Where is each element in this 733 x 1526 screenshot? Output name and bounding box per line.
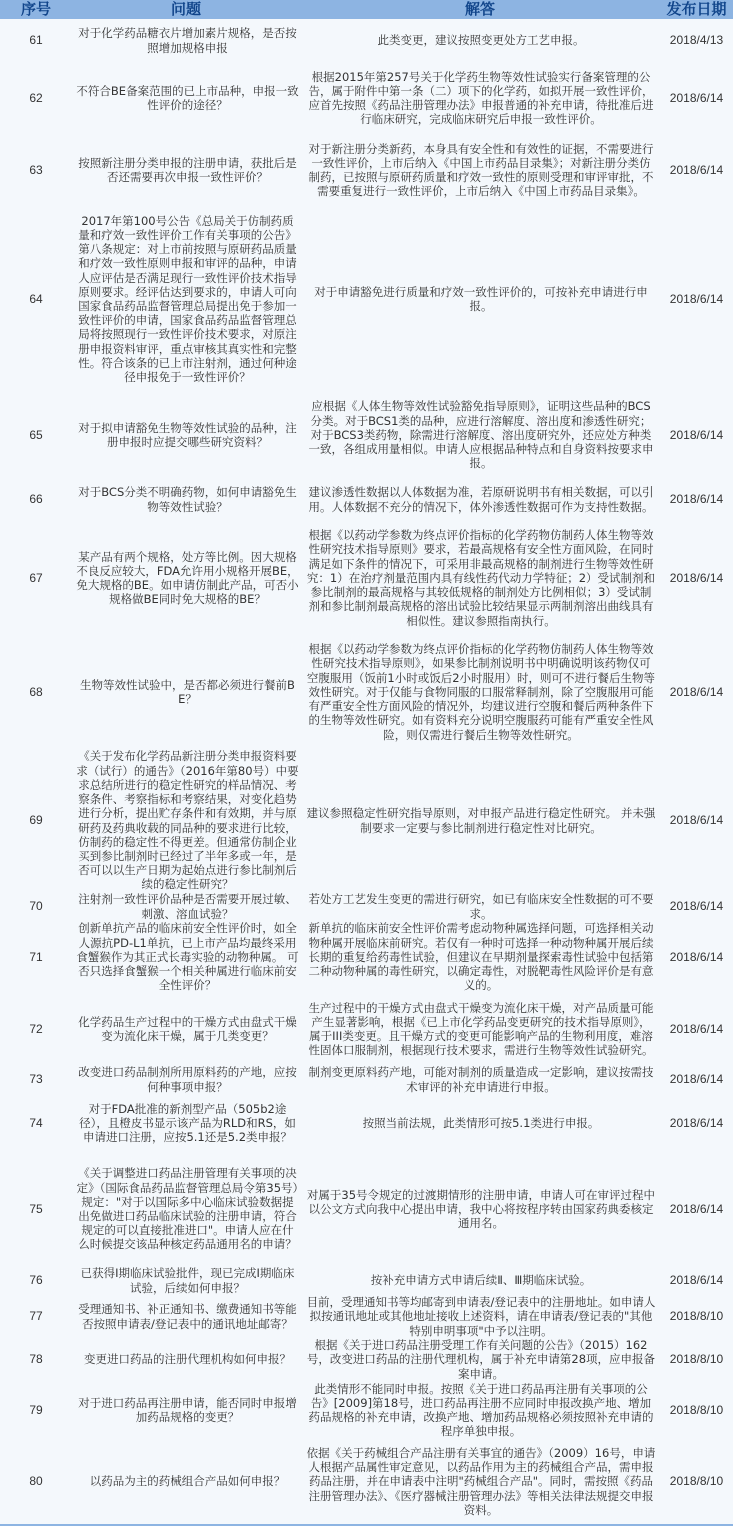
- table-row: [0, 1266, 733, 1295]
- row-question: 对于拟申请豁免生物等效性试验的品种，注册申报时应提交哪些研究资料？: [78, 420, 297, 449]
- table-row: [0, 62, 733, 134]
- table-row: [0, 19, 733, 62]
- row-answer: 新单抗的临床前安全性评价需考虑动物种属选择问题，可选择相关动物种属开展临床前研究。若仅有一种时可选择一种动物种属开展后续长期的重复给药毒性试验，但建议在早期剂量探索毒性试验中包括第二种动物种属的毒性研究，以确定毒性，对脱靶毒性风险评价是有意义的。: [308, 921, 654, 993]
- table-row: [0, 478, 733, 521]
- row-answer: 对属于35号令规定的过渡期情形的注册申请，申请人可在审评过程中以公文方式向我中心提出申请，我中心将按程序转由国家药典委核定通用名。: [306, 1187, 656, 1231]
- table-row: [0, 892, 733, 921]
- row-date: 2018/6/14: [669, 899, 724, 914]
- row-question: 对于进口药品再注册申请，能否同时申报增加药品规格的变更？: [78, 1395, 297, 1424]
- row-answer: 建议参照稳定性研究指导原则，对申报产品进行稳定性研究。 并未强制要求一定要与参比制剂进行稳定性对比研究。: [306, 806, 656, 835]
- row-date: 2018/6/14: [669, 813, 724, 828]
- row-answer: 制剂变更原料药产地，可能对制剂的质量造成一定影响，建议按需技术审评的补充申请进行申报。: [308, 1065, 654, 1094]
- table-row: [0, 521, 733, 635]
- row-date: 2018/8/10: [669, 1309, 724, 1324]
- row-date: 2018/6/14: [669, 684, 724, 699]
- table-row: [0, 1152, 733, 1266]
- row-number: 73: [29, 1072, 43, 1087]
- row-number: 74: [29, 1115, 43, 1130]
- row-date: 2018/4/13: [669, 33, 724, 48]
- row-answer: 应根据《人体生物等效性试验豁免指导原则》，证明这些品种的BCS分类。对于BCS1类的品种，应进行溶解度、溶出度和渗透性研究；对于BCS3类药物，除需进行溶解度、溶出度研究外，还应处方种类一致，各组成用量相似。申请人应根据品种特点和自身资料按要求申报。: [308, 399, 654, 471]
- row-date: 2018/6/14: [669, 1273, 724, 1288]
- row-answer: 此类情形不能同时申报。按照《关于进口药品再注册有关事项的公告》[2009]第18号，进口药品再注册不应同时申报改换产地、增加药品规格的补充申请，改换产地、增加药品规格必须按照补充申请的程序单独申报。: [308, 1381, 654, 1439]
- row-date: 2018/6/14: [669, 1021, 724, 1036]
- row-number: 69: [29, 813, 43, 828]
- row-date: 2018/8/10: [669, 1474, 724, 1489]
- row-number: 72: [29, 1021, 43, 1036]
- table-row: [0, 392, 733, 478]
- row-date: 2018/6/14: [669, 291, 724, 306]
- row-answer: 对于申请豁免进行质量和疗效一致性评价的，可按补充申请进行申报。: [314, 284, 648, 313]
- row-answer: 根据《以药动学参数为终点评价指标的化学药物仿制药人体生物等效性研究技术指导原则》，如果参比制剂说明书中明确说明该药物仅可空腹服用（饭前1小时或饭后2小时服用）时，则可不进行餐后生物等效性研究。对于仅能与食物同服的口服常释制剂，除了空腹服用可能有严重安全性方面风险的情况外，均建议进行空腹和餐后两种条件下的生物等效性研究。如有资料充分说明空腹服药可能有严重安全性风险，则仅需进行餐后生物等效性研究。: [306, 642, 656, 742]
- table-row: [0, 1295, 733, 1338]
- row-question: 生物等效性试验中，是否都必须进行餐前BE？: [80, 677, 295, 706]
- row-date: 2018/8/10: [669, 1402, 724, 1417]
- row-number: 65: [29, 427, 43, 442]
- row-date: 2018/6/14: [669, 570, 724, 585]
- row-question: 对于BCS分类不明确药物，如何申请豁免生物等效性试验？: [78, 485, 297, 514]
- row-answer: 根据2015年第257号关于化学药生物等效性试验实行备案管理的公告，属于附件中第一条（二）项下的化学药，如拟开展一致性评价，应首先按照《药品注册管理办法》申报普通的补充申请，待批准后进行临床研究，完成临床研究后申报一致性评价。: [308, 69, 654, 127]
- row-question: 《关于发布化学药品新注册分类申报资料要求（试行）的通告》（2016年第80号）中要求总结所进行的稳定性研究的样品情况、考察条件、考察指标和考察结果，对变化趋势进行分析，提出贮存条件和有效期，并与原研药及药典收载的同品种的要求进行比较，仿制药的稳定性不得更差。但通常仿制企业买到参比制剂时已经过了半年多或一年，是否可以以生产日期为起始点进行参比制剂后续的稳定性研究？: [76, 749, 299, 892]
- row-number: 67: [29, 570, 43, 585]
- row-question: 某产品有两个规格，处方等比例。因大规格不良反应较大，FDA允许用小规格开展BE，免大规格的BE。如申请仿制此产品，可否小规格做BE同时免大规格的BE？: [76, 549, 299, 607]
- table-row: [0, 921, 733, 993]
- row-question: 按照新注册分类申报的注册申请，获批后是否还需要再次申报一致性评价？: [78, 155, 297, 184]
- row-number: 77: [29, 1309, 43, 1324]
- row-question: 已获得I期临床试验批件，现已完成Ⅰ期临床试验，后续如何申报？: [80, 1266, 295, 1295]
- row-date: 2018/6/14: [669, 1072, 724, 1087]
- row-question: 注射剂一致性评价品种是否需要开展过敏、刺激、溶血试验？: [78, 892, 297, 921]
- row-answer: 若处方工艺发生变更的需进行研究，如已有临床安全性数据的可不要求。: [308, 892, 654, 921]
- row-date: 2018/6/14: [669, 1115, 724, 1130]
- header-number: 序号: [0, 0, 72, 19]
- table-row: [0, 993, 733, 1065]
- table-row: [0, 1094, 733, 1152]
- table-row: [0, 635, 733, 749]
- table-row: [0, 1338, 733, 1381]
- row-number: 80: [29, 1474, 43, 1489]
- row-answer: 对于新注册分类新药，本身具有安全性和有效性的证据，不需要进行一致性评价，上市后纳入《中国上市药品目录集》；对新注册分类仿制药，已按照与原研药质量和疗效一致性的原则受理和审评审批，不需要重复进行一致性评价，上市后纳入《中国上市药品目录集》。: [308, 141, 654, 199]
- row-number: 66: [29, 492, 43, 507]
- row-answer: 生产过程中的干燥方式由盘式干燥变为流化床干燥，对产品质量可能产生显著影响，根据《已上市化学药品变更研究的技术指导原则》，属于III类变更。且干燥方式的变更可能影响产品的生物利用度，难溶性固体口服制剂，根据现行技术要求，需进行生物等效性试验研究。: [308, 1000, 654, 1058]
- table-row: [0, 1381, 733, 1439]
- row-answer: 根据《关于进口药品注册受理工作有关问题的公告》（2015）162号，改变进口药品的注册代理机构，属于补充申请第28项，应申报备案申请。: [306, 1338, 656, 1381]
- row-question: 以药品为主的药械组合产品如何申报？: [89, 1474, 286, 1489]
- row-date: 2018/6/14: [669, 949, 724, 964]
- row-question: 不符合BE备案范围的已上市品种，申报一致性评价的途径？: [76, 83, 299, 112]
- row-date: 2018/6/14: [669, 1201, 724, 1216]
- row-question: 变更进口药品的注册代理机构如何申报？: [84, 1352, 291, 1367]
- row-number: 64: [29, 291, 43, 306]
- header-answer: 解答: [300, 0, 660, 19]
- row-answer: 建议渗透性数据以人体数据为准，若原研说明书有相关数据，可以引用。人体数据不充分的情况下，体外渗透性数据可作为支持性数据。: [308, 485, 654, 514]
- table-row: [0, 206, 733, 392]
- row-question: 创新单抗产品的临床前安全性评价时，如全人源抗PD-L1单抗，已上市产品均最终采用食蟹猴作为其正式长毒实验的动物种属。 可否只选择食蟹猴一个相关种属进行临床前安全性评价？: [76, 921, 299, 993]
- row-date: 2018/6/14: [669, 162, 724, 177]
- row-number: 79: [29, 1402, 43, 1417]
- row-answer: 依据《关于药械组合产品注册有关事宜的通告》（2009）16号，申请人根据产品属性审定意见，以药品作用为主的药械组合产品，需申报药品注册，并在申请表中注明"药械组合产品"。同时，需按照《药品注册管理办法》、《医疗器械注册管理办法》等相关法律法规提交申报资料。: [306, 1445, 656, 1517]
- row-question: 2017年第100号公告《总局关于仿制药质量和疗效一致性评价工作有关事项的公告》第八条规定：对上市前按照与原研药品质量和疗效一致性原则申报和审评的品种，申请人应评估是否满足现行一致性评价技术指导原则要求。经评估达到要求的，申请人可向国家食品药品监督管理总局提出免于参加一致性评价的申请，国家食品药品监督管理总局将按照现行一致性评价技术要求，对原注册申报资料审评，重点审核其真实性和完整性。符合该条的已上市注射剂，通过何种途径申报免于一致性评价？: [78, 213, 297, 385]
- row-number: 76: [29, 1273, 43, 1288]
- header-row: [0, 0, 733, 19]
- row-answer: 按补充申请方式申请后续Ⅱ、Ⅲ期临床试验。: [370, 1273, 592, 1288]
- row-answer: 此类变更，建议按照变更处方工艺申报。: [377, 33, 585, 48]
- row-number: 68: [29, 684, 43, 699]
- row-answer: 目前，受理通知书等均邮寄到申请表/登记表中的注册地址。如申请人拟按通讯地址或其他地址接收上述资料，请在申请表/登记表的"其他特别申明事项"中予以注明。: [306, 1295, 656, 1338]
- row-question: 化学药品生产过程中的干燥方式由盘式干燥变为流化床干燥，属于几类变更？: [78, 1014, 297, 1043]
- row-question: 改变进口药品制剂所用原料药的产地，应按何种事项申报？: [78, 1065, 297, 1094]
- table-row: [0, 1439, 733, 1525]
- row-question: 受理通知书、补正通知书、缴费通知书等能否按照申请表/登记表中的通讯地址邮寄？: [78, 1302, 297, 1331]
- row-question: 《关于调整进口药品注册管理有关事项的决定》（国际食品药品监督管理总局令第35号）规定："对于以国际多中心临床试验数据提出免做进口药品临床试验的注册申请，符合规定的可以直接批准进口"。申请人应在什么时候提交该品种核定药品通用名的申请？: [76, 1166, 299, 1252]
- row-date: 2018/6/14: [669, 492, 724, 507]
- row-answer: 按照当前法规，此类情形可按5.1类进行申报。: [362, 1115, 600, 1130]
- table-header: [0, 0, 733, 19]
- row-date: 2018/6/14: [669, 427, 724, 442]
- row-number: 78: [29, 1352, 43, 1367]
- row-number: 63: [29, 162, 43, 177]
- row-number: 61: [29, 33, 43, 48]
- row-question: 对于化学药品糖衣片增加素片规格，是否按照增加规格申报: [78, 26, 297, 55]
- row-date: 2018/6/14: [669, 90, 724, 105]
- row-answer: 根据《以药动学参数为终点评价指标的化学药物仿制药人体生物等效性研究技术指导原则》要求，若最高规格有安全性方面风险，在同时满足如下条件的情况下，可采用非最高规格的制剂进行生物等效性研究：1）在治疗剂量范围内具有线性药代动力学特征；2）受试制剂和参比制剂的最高规格与其较低规格的制剂处方比例相似；3）受试制剂和参比制剂最高规格的溶出试验比较结果显示两制剂溶出曲线具有相似性。建议参照指南执行。: [306, 528, 656, 628]
- header-question: 问题: [72, 0, 300, 19]
- row-number: 71: [29, 949, 43, 964]
- table-row: [0, 749, 733, 892]
- header-date: 发布日期: [660, 0, 733, 19]
- table-row: [0, 134, 733, 206]
- row-number: 70: [29, 899, 43, 914]
- table-body: [0, 19, 733, 1525]
- table-row: [0, 1065, 733, 1094]
- row-date: 2018/8/10: [669, 1352, 724, 1367]
- row-number: 62: [29, 90, 43, 105]
- row-question: 对于FDA批准的新剂型产品（505b2途径），且橙皮书显示该产品为RLD和RS，如申请进口注册，应按5.1还是5.2类申报？: [79, 1101, 296, 1145]
- row-number: 75: [29, 1201, 43, 1216]
